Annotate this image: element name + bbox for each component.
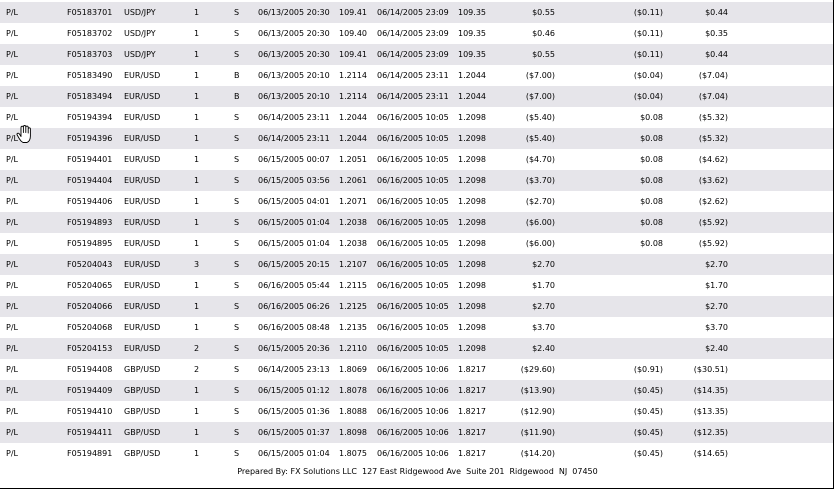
cell-net-amount: ($5.32) (698, 113, 728, 122)
cell-open-time: 06/15/2005 01:37 (258, 428, 330, 437)
cell-lots: 1 (194, 197, 200, 206)
cell-profit-loss: ($29.60) (520, 365, 555, 374)
cell-side: S (234, 281, 240, 290)
cell-close-price: 1.2098 (458, 260, 486, 269)
cell-side: S (234, 218, 240, 227)
cell-lots: 1 (194, 50, 200, 59)
cell-side: S (234, 50, 240, 59)
cell-order-id: F05194410 (67, 407, 113, 416)
cell-order-id: F05194401 (67, 155, 113, 164)
cell-open-price: 1.2051 (339, 155, 367, 164)
cell-currency-pair: EUR/USD (124, 176, 161, 185)
cell-currency-pair: EUR/USD (124, 260, 161, 269)
table-row (0, 65, 833, 86)
cell-order-id: F05183702 (67, 29, 113, 38)
table-row (0, 254, 833, 275)
cell-net-amount: ($3.62) (698, 176, 728, 185)
cell-open-price: 1.8075 (339, 449, 367, 458)
cell-open-price: 1.2115 (339, 281, 367, 290)
cell-rollover: ($0.45) (633, 449, 663, 458)
cell-close-price: 1.2044 (458, 92, 486, 101)
cell-side: B (234, 71, 240, 80)
cell-type: P/L (6, 197, 18, 206)
cell-lots: 1 (194, 302, 200, 311)
cell-close-price: 1.8217 (458, 365, 486, 374)
cell-open-time: 06/13/2005 20:30 (258, 29, 330, 38)
cell-net-amount: $2.70 (705, 302, 728, 311)
cell-open-price: 1.2044 (339, 113, 367, 122)
cell-side: S (234, 302, 240, 311)
cell-close-price: 1.2044 (458, 71, 486, 80)
cell-order-id: F05194409 (67, 386, 113, 395)
table-row (0, 23, 833, 44)
cell-open-price: 1.2071 (339, 197, 367, 206)
cell-order-id: F05183494 (67, 92, 113, 101)
cell-side: S (234, 365, 240, 374)
cell-type: P/L (6, 218, 18, 227)
cell-open-time: 06/13/2005 20:30 (258, 50, 330, 59)
cell-type: P/L (6, 113, 18, 122)
cell-close-time: 06/14/2005 23:09 (377, 8, 449, 17)
cell-profit-loss: $0.55 (532, 8, 555, 17)
cell-lots: 1 (194, 218, 200, 227)
cell-close-price: 1.2098 (458, 134, 486, 143)
cell-side: S (234, 386, 240, 395)
cell-close-price: 1.2098 (458, 155, 486, 164)
cell-order-id: F05183490 (67, 71, 113, 80)
cell-close-time: 06/16/2005 10:05 (377, 323, 449, 332)
cell-type: P/L (6, 302, 18, 311)
cell-type: P/L (6, 8, 18, 17)
cell-profit-loss: $0.46 (532, 29, 555, 38)
cell-type: P/L (6, 323, 18, 332)
cell-open-price: 1.2061 (339, 176, 367, 185)
cell-net-amount: ($5.32) (698, 134, 728, 143)
cell-lots: 1 (194, 239, 200, 248)
cell-net-amount: ($13.35) (693, 407, 728, 416)
cell-open-time: 06/13/2005 20:10 (258, 71, 330, 80)
cell-type: P/L (6, 386, 18, 395)
cell-profit-loss: ($6.00) (525, 218, 555, 227)
cell-open-price: 1.8069 (339, 365, 367, 374)
cell-side: S (234, 113, 240, 122)
cell-close-price: 1.2098 (458, 218, 486, 227)
cell-profit-loss: $2.40 (532, 344, 555, 353)
table-row (0, 170, 833, 191)
cell-lots: 1 (194, 134, 200, 143)
cell-type: P/L (6, 92, 18, 101)
cell-currency-pair: EUR/USD (124, 302, 161, 311)
cell-net-amount: ($7.04) (698, 71, 728, 80)
cell-order-id: F05194408 (67, 365, 113, 374)
cell-side: S (234, 407, 240, 416)
cell-open-price: 1.2107 (339, 260, 367, 269)
cell-close-time: 06/16/2005 10:05 (377, 302, 449, 311)
cell-lots: 3 (194, 260, 200, 269)
cell-open-time: 06/15/2005 03:56 (258, 176, 330, 185)
cell-open-price: 1.2044 (339, 134, 367, 143)
cell-type: P/L (6, 344, 18, 353)
cell-close-time: 06/14/2005 23:11 (377, 71, 449, 80)
cell-lots: 1 (194, 71, 200, 80)
table-row (0, 128, 833, 149)
cell-open-time: 06/15/2005 00:07 (258, 155, 330, 164)
cell-profit-loss: ($5.40) (525, 134, 555, 143)
cell-side: S (234, 323, 240, 332)
cell-rollover: $0.08 (640, 218, 663, 227)
cell-side: S (234, 29, 240, 38)
cell-open-price: 1.2114 (339, 71, 367, 80)
cell-rollover: ($0.91) (633, 365, 663, 374)
cell-close-price: 1.2098 (458, 176, 486, 185)
cell-net-amount: ($14.65) (693, 449, 728, 458)
cell-close-time: 06/16/2005 10:05 (377, 197, 449, 206)
cell-type: P/L (6, 155, 18, 164)
cell-lots: 1 (194, 8, 200, 17)
cell-profit-loss: ($12.90) (520, 407, 555, 416)
cell-lots: 1 (194, 281, 200, 290)
cell-type: P/L (6, 260, 18, 269)
cell-currency-pair: EUR/USD (124, 218, 161, 227)
cell-order-id: F05194893 (67, 218, 113, 227)
cell-open-price: 1.2135 (339, 323, 367, 332)
cell-open-time: 06/14/2005 23:13 (258, 365, 330, 374)
cell-side: S (234, 449, 240, 458)
cell-profit-loss: ($4.70) (525, 155, 555, 164)
table-row (0, 149, 833, 170)
cell-lots: 1 (194, 92, 200, 101)
cell-order-id: F05194411 (67, 428, 113, 437)
cell-currency-pair: EUR/USD (124, 134, 161, 143)
cell-net-amount: $3.70 (705, 323, 728, 332)
table-row (0, 443, 833, 464)
cell-close-price: 1.8217 (458, 386, 486, 395)
cell-open-time: 06/15/2005 01:04 (258, 218, 330, 227)
cell-order-id: F05204043 (67, 260, 113, 269)
cell-currency-pair: EUR/USD (124, 92, 161, 101)
cell-rollover: $0.08 (640, 176, 663, 185)
cell-rollover: ($0.04) (633, 71, 663, 80)
cell-side: S (234, 8, 240, 17)
cell-currency-pair: EUR/USD (124, 323, 161, 332)
cell-open-price: 109.40 (339, 29, 367, 38)
cell-open-price: 1.2114 (339, 92, 367, 101)
cell-open-time: 06/15/2005 01:04 (258, 449, 330, 458)
cell-side: S (234, 239, 240, 248)
cell-order-id: F05204065 (67, 281, 113, 290)
cell-profit-loss: ($7.00) (525, 71, 555, 80)
cell-lots: 1 (194, 407, 200, 416)
cell-profit-loss: $3.70 (532, 323, 555, 332)
cell-close-time: 06/14/2005 23:09 (377, 50, 449, 59)
cell-order-id: F05194895 (67, 239, 113, 248)
cell-rollover: $0.08 (640, 197, 663, 206)
table-row (0, 380, 833, 401)
cell-net-amount: ($2.62) (698, 197, 728, 206)
cell-order-id: F05204153 (67, 344, 113, 353)
cell-lots: 2 (194, 365, 200, 374)
cell-open-price: 1.2110 (339, 344, 367, 353)
table-row (0, 359, 833, 380)
cell-order-id: F05183703 (67, 50, 113, 59)
table-row (0, 338, 833, 359)
cell-profit-loss: ($11.90) (520, 428, 555, 437)
table-row (0, 2, 833, 23)
cell-net-amount: $0.35 (705, 29, 728, 38)
cell-net-amount: ($30.51) (693, 365, 728, 374)
trade-report-table (0, 2, 833, 464)
cell-open-price: 1.8098 (339, 428, 367, 437)
cell-open-time: 06/14/2005 23:11 (258, 134, 330, 143)
cell-order-id: F05194891 (67, 449, 113, 458)
hand-pointer-icon (14, 124, 36, 146)
cell-open-time: 06/16/2005 05:44 (258, 281, 330, 290)
cell-lots: 1 (194, 428, 200, 437)
cell-side: S (234, 134, 240, 143)
cell-open-price: 109.41 (339, 8, 367, 17)
cell-order-id: F05194396 (67, 134, 113, 143)
cell-close-price: 1.2098 (458, 197, 486, 206)
table-row (0, 191, 833, 212)
cell-rollover: ($0.45) (633, 386, 663, 395)
cell-net-amount: $2.40 (705, 344, 728, 353)
cell-open-time: 06/15/2005 20:36 (258, 344, 330, 353)
cell-order-id: F05204068 (67, 323, 113, 332)
prepared-by-footer: Prepared By: FX Solutions LLC 127 East Ridgewood Ave Suite 201 Ridgewood NJ 07450 (237, 467, 598, 476)
cell-order-id: F05204066 (67, 302, 113, 311)
cell-type: P/L (6, 176, 18, 185)
cell-lots: 1 (194, 323, 200, 332)
cell-close-price: 1.8217 (458, 428, 486, 437)
cell-close-time: 06/16/2005 10:05 (377, 134, 449, 143)
cell-open-time: 06/15/2005 01:04 (258, 239, 330, 248)
cell-type: P/L (6, 365, 18, 374)
cell-rollover: $0.08 (640, 239, 663, 248)
cell-side: S (234, 197, 240, 206)
cell-order-id: F05183701 (67, 8, 113, 17)
cell-type: P/L (6, 50, 18, 59)
cell-net-amount: ($5.92) (698, 218, 728, 227)
table-row (0, 44, 833, 65)
cell-close-time: 06/16/2005 10:05 (377, 218, 449, 227)
cell-open-time: 06/15/2005 01:36 (258, 407, 330, 416)
cell-lots: 1 (194, 29, 200, 38)
cell-type: P/L (6, 281, 18, 290)
cell-profit-loss: ($7.00) (525, 92, 555, 101)
cell-currency-pair: USD/JPY (124, 50, 156, 59)
cell-close-time: 06/16/2005 10:06 (377, 386, 449, 395)
cell-side: B (234, 92, 240, 101)
table-row (0, 86, 833, 107)
cell-open-price: 1.8078 (339, 386, 367, 395)
cell-open-time: 06/13/2005 20:10 (258, 92, 330, 101)
cell-close-price: 1.2098 (458, 281, 486, 290)
cell-close-time: 06/16/2005 10:06 (377, 428, 449, 437)
cell-close-time: 06/16/2005 10:05 (377, 344, 449, 353)
cell-type: P/L (6, 29, 18, 38)
cell-open-price: 1.2125 (339, 302, 367, 311)
cell-type: P/L (6, 407, 18, 416)
cell-open-price: 109.41 (339, 50, 367, 59)
cell-profit-loss: ($6.00) (525, 239, 555, 248)
cell-type: P/L (6, 134, 18, 143)
cell-open-time: 06/14/2005 23:11 (258, 113, 330, 122)
cell-profit-loss: ($2.70) (525, 197, 555, 206)
cell-profit-loss: $2.70 (532, 302, 555, 311)
cell-currency-pair: GBP/USD (124, 365, 161, 374)
cell-net-amount: ($5.92) (698, 239, 728, 248)
cell-type: P/L (6, 71, 18, 80)
table-row (0, 275, 833, 296)
cell-profit-loss: ($5.40) (525, 113, 555, 122)
cell-order-id: F05194394 (67, 113, 113, 122)
cell-net-amount: $0.44 (705, 50, 728, 59)
cell-side: S (234, 155, 240, 164)
cell-currency-pair: GBP/USD (124, 407, 161, 416)
cell-close-price: 109.35 (458, 50, 486, 59)
cell-open-price: 1.2038 (339, 239, 367, 248)
cell-net-amount: $1.70 (705, 281, 728, 290)
table-row (0, 317, 833, 338)
cell-side: S (234, 260, 240, 269)
cell-rollover: ($0.45) (633, 428, 663, 437)
cell-type: P/L (6, 239, 18, 248)
cell-close-time: 06/16/2005 10:05 (377, 260, 449, 269)
cell-rollover: ($0.11) (633, 29, 663, 38)
table-row (0, 212, 833, 233)
table-row (0, 401, 833, 422)
cell-close-time: 06/16/2005 10:06 (377, 449, 449, 458)
cell-lots: 1 (194, 386, 200, 395)
cell-close-time: 06/16/2005 10:05 (377, 176, 449, 185)
cell-rollover: $0.08 (640, 113, 663, 122)
cell-rollover: $0.08 (640, 134, 663, 143)
cell-close-time: 06/16/2005 10:06 (377, 365, 449, 374)
cell-side: S (234, 176, 240, 185)
cell-net-amount: ($14.35) (693, 386, 728, 395)
cell-close-time: 06/16/2005 10:05 (377, 113, 449, 122)
cell-net-amount: ($7.04) (698, 92, 728, 101)
cell-open-time: 06/15/2005 04:01 (258, 197, 330, 206)
cell-rollover: $0.08 (640, 155, 663, 164)
cell-close-time: 06/14/2005 23:11 (377, 92, 449, 101)
cell-net-amount: ($12.35) (693, 428, 728, 437)
cell-currency-pair: GBP/USD (124, 428, 161, 437)
cell-currency-pair: EUR/USD (124, 155, 161, 164)
cell-profit-loss: $1.70 (532, 281, 555, 290)
table-row (0, 107, 833, 128)
cell-close-time: 06/16/2005 10:05 (377, 239, 449, 248)
cell-rollover: ($0.45) (633, 407, 663, 416)
cell-currency-pair: USD/JPY (124, 8, 156, 17)
cell-currency-pair: GBP/USD (124, 386, 161, 395)
cell-close-price: 1.2098 (458, 302, 486, 311)
cell-open-time: 06/16/2005 08:48 (258, 323, 330, 332)
cell-close-price: 109.35 (458, 8, 486, 17)
table-row (0, 422, 833, 443)
cell-open-price: 1.8088 (339, 407, 367, 416)
cell-currency-pair: EUR/USD (124, 239, 161, 248)
cell-rollover: ($0.11) (633, 8, 663, 17)
cell-currency-pair: USD/JPY (124, 29, 156, 38)
cell-type: P/L (6, 449, 18, 458)
cell-open-time: 06/15/2005 20:15 (258, 260, 330, 269)
cell-rollover: ($0.11) (633, 50, 663, 59)
cell-lots: 1 (194, 449, 200, 458)
table-row (0, 296, 833, 317)
cell-close-time: 06/14/2005 23:09 (377, 29, 449, 38)
cell-close-price: 1.8217 (458, 449, 486, 458)
cell-net-amount: $2.70 (705, 260, 728, 269)
cell-close-time: 06/16/2005 10:05 (377, 281, 449, 290)
cell-side: S (234, 428, 240, 437)
cell-open-time: 06/13/2005 20:30 (258, 8, 330, 17)
cell-net-amount: $0.44 (705, 8, 728, 17)
table-row (0, 233, 833, 254)
cell-lots: 1 (194, 176, 200, 185)
cell-currency-pair: EUR/USD (124, 344, 161, 353)
cell-side: S (234, 344, 240, 353)
cell-order-id: F05194406 (67, 197, 113, 206)
cell-profit-loss: ($13.90) (520, 386, 555, 395)
cell-currency-pair: EUR/USD (124, 197, 161, 206)
cell-close-price: 1.8217 (458, 407, 486, 416)
cell-rollover: ($0.04) (633, 92, 663, 101)
cell-type: P/L (6, 428, 18, 437)
cell-profit-loss: $0.55 (532, 50, 555, 59)
cell-close-time: 06/16/2005 10:05 (377, 155, 449, 164)
cell-profit-loss: ($14.20) (520, 449, 555, 458)
cell-profit-loss: ($3.70) (525, 176, 555, 185)
cell-currency-pair: EUR/USD (124, 113, 161, 122)
cell-profit-loss: $2.70 (532, 260, 555, 269)
cell-close-price: 1.2098 (458, 344, 486, 353)
cell-close-price: 1.2098 (458, 113, 486, 122)
cell-currency-pair: GBP/USD (124, 449, 161, 458)
cell-close-price: 1.2098 (458, 239, 486, 248)
cell-open-price: 1.2038 (339, 218, 367, 227)
cell-net-amount: ($4.62) (698, 155, 728, 164)
cell-lots: 1 (194, 155, 200, 164)
cell-open-time: 06/16/2005 06:26 (258, 302, 330, 311)
cell-close-price: 1.2098 (458, 323, 486, 332)
cell-open-time: 06/15/2005 01:12 (258, 386, 330, 395)
cell-lots: 1 (194, 113, 200, 122)
cell-close-time: 06/16/2005 10:06 (377, 407, 449, 416)
cell-order-id: F05194404 (67, 176, 113, 185)
cell-currency-pair: EUR/USD (124, 71, 161, 80)
cell-lots: 2 (194, 344, 200, 353)
cell-close-price: 109.35 (458, 29, 486, 38)
cell-currency-pair: EUR/USD (124, 281, 161, 290)
